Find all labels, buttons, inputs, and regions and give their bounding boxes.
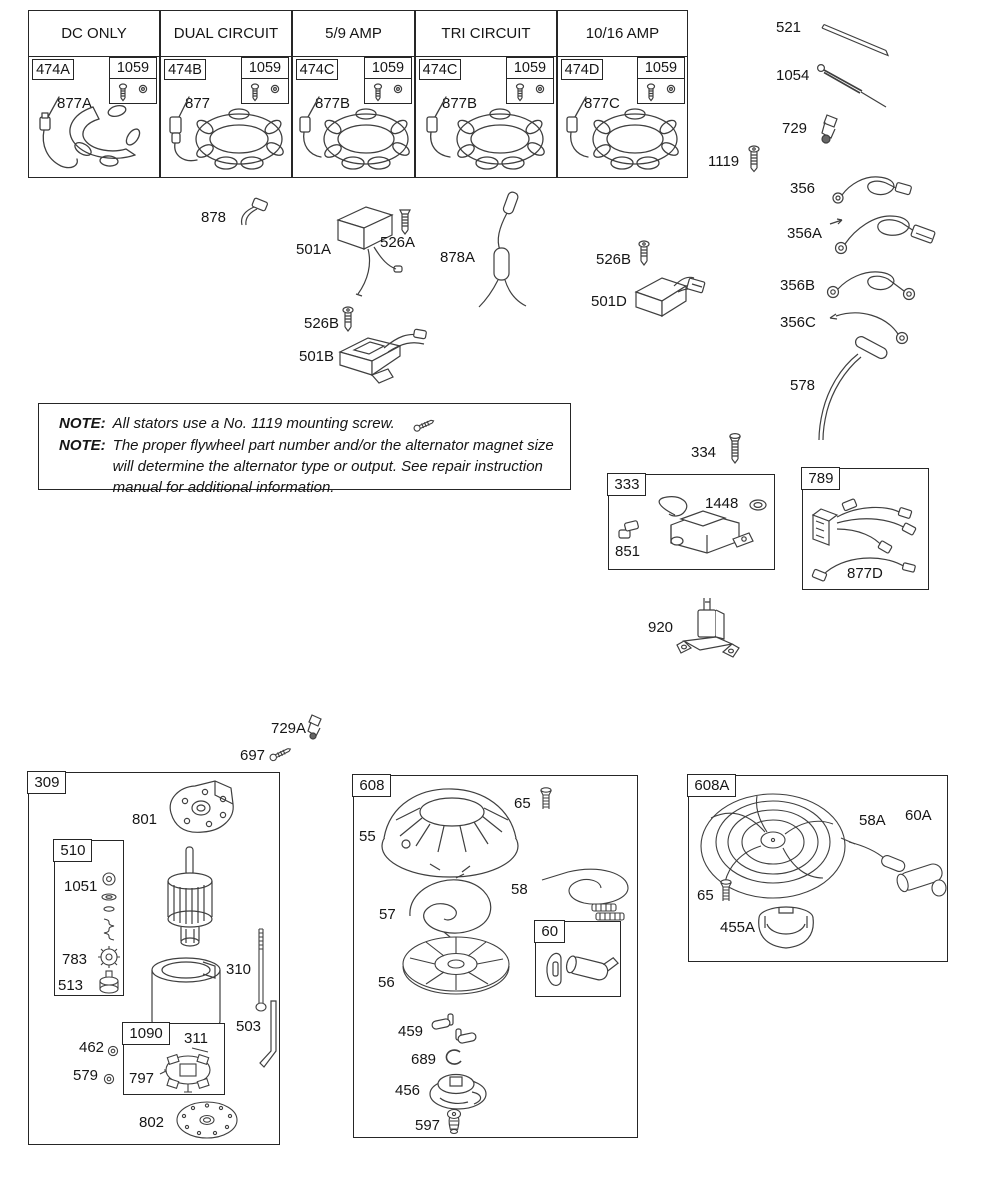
part-label-578: 578 [790, 377, 816, 394]
module-drawing-501A [328, 202, 404, 302]
part-label-1119: 1119 [708, 153, 740, 170]
note-prefix-2: NOTE: [59, 437, 106, 454]
part-label-526B: 526B [304, 315, 340, 332]
part-label-356C: 356C [780, 314, 816, 331]
note-line-1 [59, 413, 437, 434]
part-label-58: 58 [511, 881, 528, 898]
part-label-513: 513 [58, 977, 84, 994]
box-label-510: 510 [53, 839, 92, 862]
nut-drawing-462 [107, 1045, 119, 1057]
handle-kit-box-60 [535, 921, 621, 997]
hardware-number: 1059 [507, 58, 553, 79]
part-label-729A: 729A [271, 720, 307, 737]
box-label-608A: 608A [687, 774, 736, 797]
cable-tie-drawing-1054 [814, 62, 896, 112]
part-label-356B: 356B [780, 277, 816, 294]
part-label-65: 65 [514, 795, 531, 812]
hardware-kit-box-510 [54, 840, 124, 996]
part-label-579: 579 [73, 1067, 99, 1084]
stator-part-label: 877C [584, 95, 620, 112]
part-label-689: 689 [411, 1051, 437, 1068]
part-label-456: 456 [395, 1082, 421, 1099]
screw-drawing-697 [267, 744, 293, 762]
panel-title: 5/9 AMP [293, 11, 414, 57]
part-label-462: 462 [79, 1039, 105, 1056]
part-label-356A: 356A [787, 225, 823, 242]
note-text-2: The proper flywheel part number and/or the alternator magnet size will determine the alternator type or output. See repair instruction manual for additional information. [112, 437, 554, 496]
part-label-526B-2: 526B [596, 251, 632, 268]
note-box [38, 403, 571, 496]
part-label-878: 878 [201, 209, 227, 226]
box-label-1090: 1090 [122, 1022, 169, 1045]
box-label-309: 309 [27, 771, 66, 794]
note-line-2 [59, 435, 571, 498]
starter-spring-drawing-58 [538, 860, 638, 922]
panel-title: DUAL CIRCUIT [161, 11, 291, 57]
part-label-526A: 526A [380, 234, 416, 251]
screw-drawing-334 [727, 432, 742, 468]
pulley-drawing-56 [398, 926, 514, 1016]
part-label-455A: 455A [720, 919, 756, 936]
part-label-1051: 1051 [64, 878, 98, 895]
part-label-697: 697 [240, 747, 266, 764]
stator-panel-dc-only [28, 10, 160, 178]
part-number-box: 474A [32, 59, 74, 80]
part-label-55: 55 [359, 828, 376, 845]
stator-panel-tri-circuit [415, 10, 557, 178]
hardware-stack-drawing [95, 871, 123, 995]
hardware-number: 1059 [638, 58, 684, 79]
clip-drawing-729A [304, 712, 326, 742]
part-label-1448: 1448 [705, 495, 739, 512]
handle-parts-drawing [540, 944, 618, 994]
screw-plug-drawing-597 [444, 1108, 466, 1138]
stator-part-label: 877B [442, 95, 478, 112]
rewind-starter-box-608 [353, 775, 638, 1138]
rod-drawing-521 [818, 22, 898, 64]
screw-drawing-526A [397, 206, 413, 242]
ratchet-dogs-drawing-459 [430, 1012, 478, 1046]
stator-ring-drawing [560, 97, 686, 175]
harness-box-789 [802, 468, 929, 590]
washer-drawing-1448 [749, 499, 769, 512]
cable-drawing-878A [474, 190, 536, 315]
stator-ring-drawing [163, 97, 289, 175]
panel-title: 10/16 AMP [558, 11, 687, 57]
ignition-coil-drawing [633, 485, 769, 567]
stator-panel-dual-circuit [160, 10, 292, 178]
part-label-521: 521 [776, 19, 802, 36]
part-label-501B: 501B [299, 348, 335, 365]
part-label-60A: 60A [905, 807, 932, 824]
part-label-56: 56 [378, 974, 395, 991]
part-number-box: 474B [164, 59, 206, 80]
wire-loop-drawing-356A [828, 204, 940, 258]
harness-drawing-789 [807, 495, 925, 555]
blower-housing-drawing-55 [374, 780, 526, 884]
hardware-number: 1059 [365, 58, 411, 79]
brush-kit-box-1090 [123, 1023, 225, 1095]
box-label-60: 60 [534, 920, 565, 943]
stator-ring-drawing [420, 97, 554, 175]
part-number-box: 474D [561, 59, 603, 80]
part-label-851: 851 [615, 543, 641, 560]
stator-ring-drawing [293, 97, 415, 175]
strip-drawing-503 [257, 999, 283, 1075]
box-label-789: 789 [801, 467, 840, 490]
hardware-number: 1059 [110, 58, 156, 79]
panel-title: DC ONLY [29, 11, 159, 57]
part-label-310: 310 [226, 961, 252, 978]
part-label-65-assembly: 65 [697, 887, 714, 904]
part-label-797: 797 [129, 1070, 155, 1087]
screw-icon [411, 416, 437, 432]
part-label-802: 802 [139, 1114, 165, 1131]
screw-drawing-1119 [747, 145, 761, 177]
stator-part-label: 877 [185, 95, 211, 112]
note-text-1: All stators use a No. 1119 mounting screw. [112, 415, 395, 432]
stator-panel-5-9-amp [292, 10, 415, 178]
screw-drawing-65-assembly [718, 878, 733, 910]
ignition-coil-box-333 [608, 474, 775, 570]
part-label-920: 920 [648, 619, 674, 636]
electric-starter-box-309 [28, 772, 280, 1145]
stator-panel-10-16-amp [557, 10, 688, 178]
stator-part-label: 877B [315, 95, 351, 112]
stator-part-label: 877A [57, 95, 93, 112]
nut-drawing-579 [103, 1073, 115, 1085]
part-label-597: 597 [415, 1117, 441, 1134]
cable-drawing-578 [806, 340, 894, 445]
part-label-459: 459 [398, 1023, 424, 1040]
part-label-501D: 501D [591, 293, 627, 310]
switch-drawing-920 [674, 596, 744, 668]
panel-title: TRI CIRCUIT [416, 11, 556, 57]
part-label-1054: 1054 [776, 67, 810, 84]
box-label-333: 333 [607, 473, 646, 496]
part-label-57: 57 [379, 906, 396, 923]
part-label-729: 729 [782, 120, 808, 137]
wire-loop-drawing-356B [824, 262, 924, 304]
diode-wire-drawing-878 [237, 198, 273, 228]
part-number-box: 474C [296, 59, 338, 80]
part-label-877D: 877D [847, 565, 883, 582]
part-label-503: 503 [236, 1018, 262, 1035]
part-label-58A: 58A [859, 812, 886, 829]
part-label-356: 356 [790, 180, 816, 197]
end-cap-drawing-802 [173, 1097, 241, 1143]
armature-drawing [157, 845, 223, 957]
part-label-783: 783 [62, 951, 88, 968]
stator-half-ring-drawing [31, 97, 157, 175]
module-drawing-501B [332, 324, 428, 386]
screw-drawing-65 [538, 786, 554, 818]
part-label-311: 311 [184, 1030, 208, 1047]
note-prefix: NOTE: [59, 415, 106, 432]
hardware-number: 1059 [242, 58, 288, 79]
module-drawing-501D [626, 266, 711, 328]
part-number-box: 474C [419, 59, 461, 80]
box-label-608: 608 [352, 774, 391, 797]
cup-drawing-455A [755, 900, 819, 956]
rewind-assembly-box-608A [688, 775, 948, 962]
part-label-878A: 878A [440, 249, 476, 266]
end-bracket-drawing-801 [155, 777, 251, 843]
terminal-drawing-851 [617, 519, 645, 543]
clip-drawing-729 [817, 112, 843, 148]
part-label-501A: 501A [296, 241, 332, 258]
part-label-801: 801 [132, 811, 158, 828]
part-label-334: 334 [691, 444, 717, 461]
